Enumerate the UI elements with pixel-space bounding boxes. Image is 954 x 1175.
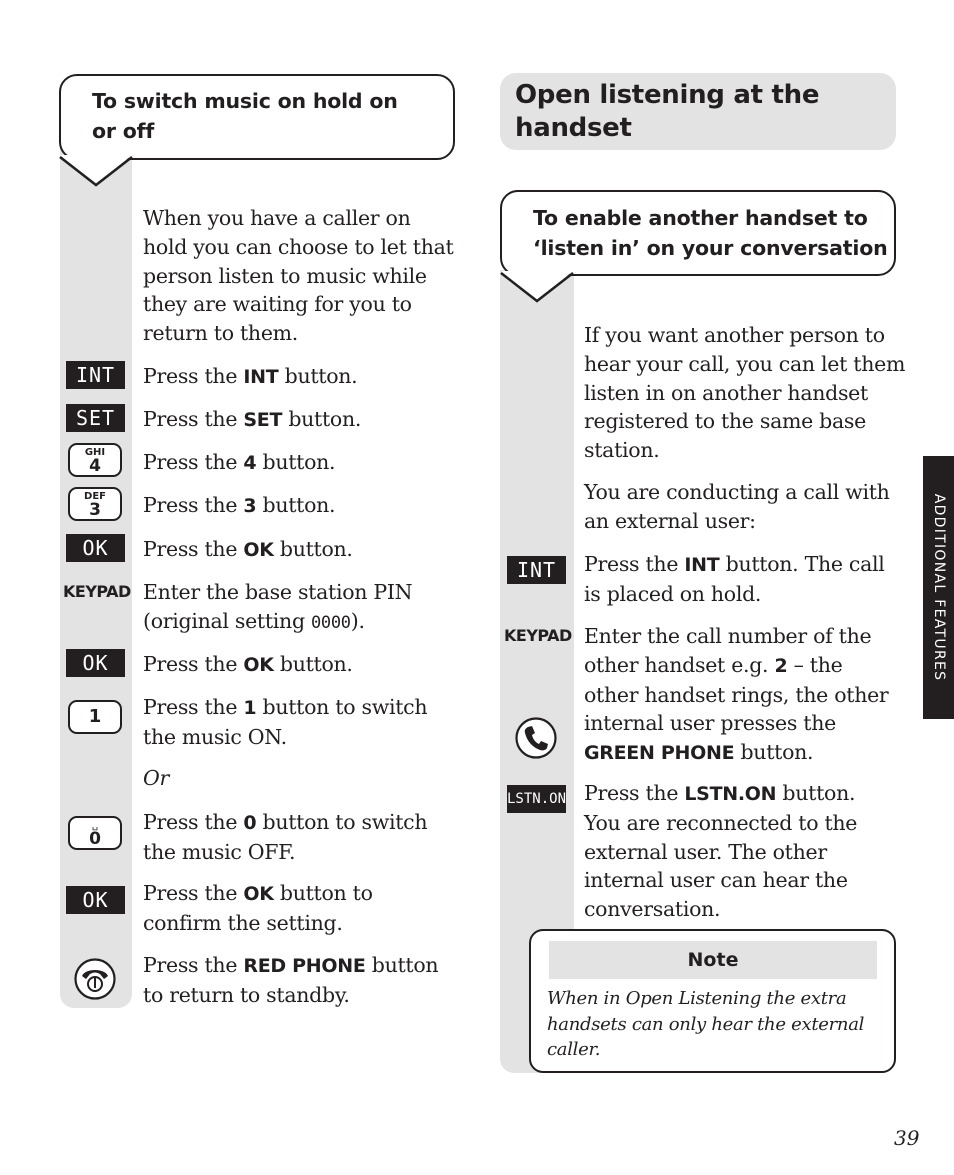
step-press-int-right: Press the INT button. The call is placed on hold. [584,552,885,606]
left-callout-pointer [58,155,138,189]
keypad-label: KEYPAD [504,626,572,645]
key-4-icon: GHI 4 [68,443,122,477]
right-section-title: Open listening at the handset [515,80,820,143]
int-key-icon: INT [66,361,125,389]
key-1-icon: 1 [68,700,122,734]
step-enter-call-number: Enter the call number of the other handset e.g. 2 – the other handset rings, the other internal user presses the GREEN PHONE button. [584,624,889,765]
side-tab-label: ADDITIONAL FEATURES [931,493,947,682]
ok-key-icon: OK [66,534,125,562]
left-sidebar-strip [60,150,132,1008]
step-press-4: Press the 4 button. [143,450,336,474]
right-callout-pointer [499,271,579,305]
page-number: 39 [894,1126,920,1150]
right-intro-text-2: You are conducting a call with an external user: [584,480,890,533]
right-section-heading: To enable another handset to ‘listen in’ on your conversation [533,206,888,260]
step-press-3: Press the 3 button. [143,493,336,517]
step-press-int: Press the INT button. [143,364,358,388]
ok-key-icon: OK [66,886,125,914]
step-enter-pin: Enter the base station PIN (original setting 0000). [143,580,413,633]
ok-key-icon: OK [66,649,125,677]
step-press-ok-2: Press the OK button. [143,652,353,676]
step-press-set: Press the SET button. [143,407,362,431]
red-phone-icon [73,957,117,1001]
int-key-icon: INT [507,556,566,584]
note-text: When in Open Listening the extra handsets can only hear the external caller. [547,988,865,1060]
step-press-lstn-on: Press the LSTN.ON button. You are reconnected to the external user. The other internal user can hear the conversation. [584,781,858,922]
step-press-red-phone: Press the RED PHONE button to return to standby. [143,953,439,1007]
step-press-ok-confirm: Press the OK button to confirm the setting. [143,881,373,935]
step-press-1: Press the 1 button to switch the music ON. [143,695,428,749]
or-text: Or [143,766,170,790]
left-intro-text: When you have a caller on hold you can choose to let that person listen to music while they are waiting for you to return to them. [143,206,454,346]
lstn-on-key-icon: LSTN.ON [507,785,566,813]
right-intro-text: If you want another person to hear your call, you can let them listen in on another handset registered to the same base station. [584,323,906,463]
key-0-icon: ␣ 0 [68,816,122,850]
keypad-label: KEYPAD [63,582,131,601]
green-phone-icon [514,716,558,760]
key-3-icon: DEF 3 [68,487,122,521]
left-section-heading: To switch music on hold on or off [92,89,398,143]
step-press-ok: Press the OK button. [143,537,353,561]
note-title: Note [549,941,877,979]
set-key-icon: SET [66,404,125,432]
step-press-0: Press the 0 button to switch the music OFF. [143,810,428,864]
